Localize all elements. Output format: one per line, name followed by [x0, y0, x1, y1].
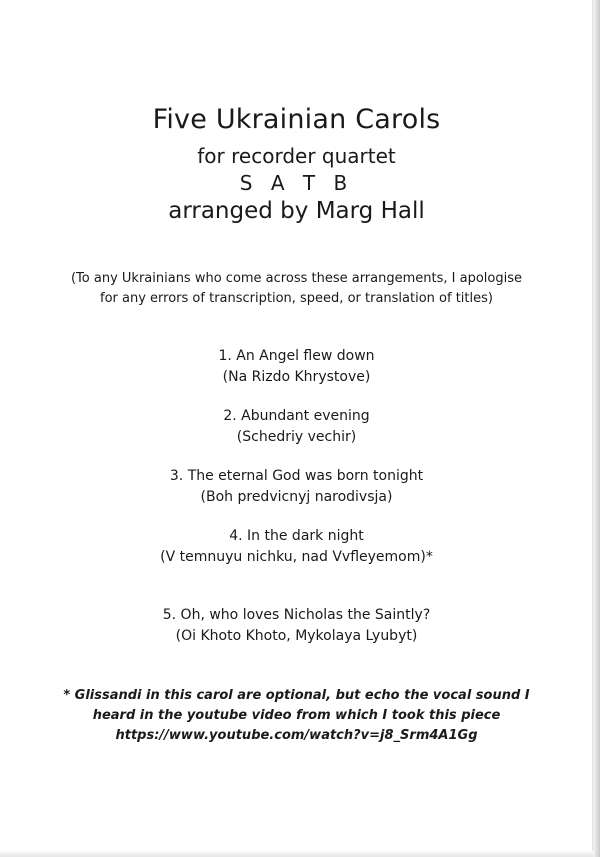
carol-original-title: (V temnuyu nichku, nad Vvfleyemom)* — [160, 549, 433, 565]
document-title: Five Ukrainian Carols — [152, 104, 441, 135]
apology-note — [0, 269, 593, 309]
carol-original-title: (Boh predvicnyj narodivsja) — [200, 489, 393, 505]
carol-title: 4. In the dark night — [229, 528, 364, 544]
voices-subtitle: S A T B — [239, 171, 354, 195]
carol-original-title: (Na Rizdo Khrystove) — [222, 369, 371, 385]
carol-item — [0, 526, 593, 568]
carol-title: 1. An Angel flew down — [218, 348, 375, 364]
carol-title: 5. Oh, who loves Nicholas the Saintly? — [162, 607, 431, 623]
carol-title: 3. The eternal God was born tonight — [169, 468, 424, 484]
carol-original-title: (Oi Khoto Khoto, Mykolaya Lyubyt) — [175, 628, 418, 644]
footnote-url: https://www.youtube.com/watch?v=j8_Srm4A1Gg — [115, 728, 478, 743]
carol-title: 2. Abundant evening — [223, 408, 370, 424]
carol-original-title: (Schedriy vechir) — [236, 429, 357, 445]
carol-item — [0, 406, 593, 448]
apology-line: for any errors of transcription, speed, or translation of titles) — [100, 291, 493, 306]
scan-bottom-edge — [0, 851, 593, 857]
footnote — [0, 686, 593, 746]
footnote-line: heard in the youtube video from which I took this piece — [92, 708, 501, 723]
instrumentation-subtitle: for recorder quartet — [197, 144, 396, 168]
scan-page-edge — [592, 0, 600, 857]
carol-item — [0, 466, 593, 508]
apology-line: (To any Ukrainians who come across these arrangements, I apologise — [70, 271, 522, 286]
carol-item — [0, 346, 593, 388]
carol-item — [0, 605, 593, 647]
arranger-credit: arranged by Marg Hall — [168, 198, 425, 224]
footnote-line: * Glissandi in this carol are optional, but echo the vocal sound I — [63, 688, 530, 703]
